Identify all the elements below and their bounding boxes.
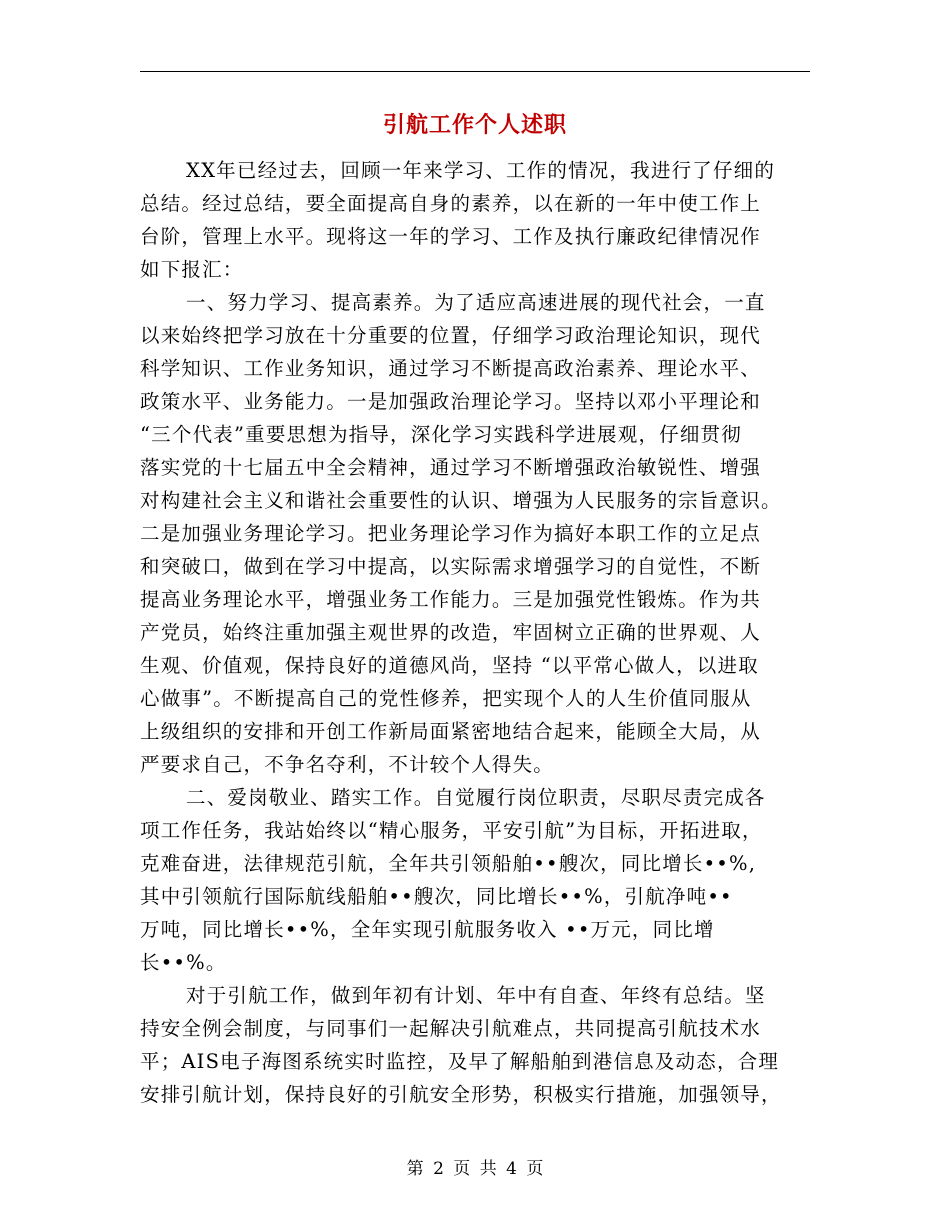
document-title: 引航工作个人述职: [382, 112, 567, 138]
paragraph-line: 以来始终把学习放在十分重要的位置，仔细学习政治理论知识，现代: [140, 324, 762, 347]
paragraph-line: 总结。经过总结，要全面提高自身的素养，以在新的一年中使工作上: [140, 192, 762, 215]
paragraph-line: 其中引领航行国际航线船舶••艘次，同比增长••%，引航净吨••: [140, 885, 733, 908]
header-rule: [140, 71, 810, 72]
paragraph-line: 持安全例会制度，与同事们一起解决引航难点，共同提高引航技术水: [140, 1017, 762, 1040]
paragraph-line: 落实党的十七届五中全会精神，通过学习不断增强政治敏锐性、增强: [140, 456, 762, 479]
paragraph-line: 心做事”。不断提高自己的党性修养，把实现个人的人生价值同服从: [140, 687, 752, 710]
paragraph-line: XX年已经过去，回顾一年来学习、工作的情况，我进行了仔细的: [186, 159, 776, 182]
paragraph-line: 生观、价值观，保持良好的道德风尚，坚持 “以平常心做人，以进取: [140, 654, 759, 677]
paragraph-line: 上级组织的安排和开创工作新局面紧密地结合起来，能顾全大局，从: [140, 720, 762, 743]
paragraph-line: 安排引航计划，保持良好的引航安全形势，积极实行措施，加强领导，: [140, 1083, 782, 1106]
paragraph-line: 提高业务理论水平，增强业务工作能力。三是加强党性锻炼。作为共: [140, 588, 762, 611]
paragraph-line: 平；AIS电子海图系统实时监控，及早了解船舶到港信息及动态，合理: [140, 1050, 780, 1073]
paragraph-line: 如下报汇：: [140, 258, 244, 281]
paragraph-line: 一、努力学习、提高素养。为了适应高速进展的现代社会，一直: [186, 291, 766, 314]
paragraph-line: “三个代表”重要思想为指导，深化学习实践科学进展观，仔细贯彻: [140, 423, 742, 446]
paragraph-line: 严要求自己，不争名夺利，不计较个人得失。: [140, 753, 555, 776]
page-number-footer: 第 2 页 共 4 页: [406, 1159, 544, 1179]
paragraph-line: 政策水平、业务能力。一是加强政治理论学习。坚持以邓小平理论和: [140, 390, 762, 413]
paragraph-line: 长••%。: [140, 951, 227, 974]
paragraph-line: 和突破口，做到在学习中提高，以实际需求增强学习的自觉性，不断: [140, 555, 762, 578]
paragraph-line: 万吨，同比增长••%，全年实现引航服务收入 ••万元，同比增: [140, 918, 715, 941]
paragraph-line: 台阶，管理上水平。现将这一年的学习、工作及执行廉政纪律情况作: [140, 225, 762, 248]
paragraph-line: 对于引航工作，做到年初有计划、年中有自查、年终有总结。坚: [186, 984, 766, 1007]
paragraph-line: 对构建社会主义和谐社会重要性的认识、增强为人民服务的宗旨意识。: [140, 489, 782, 512]
paragraph-line: 科学知识、工作业务知识，通过学习不断提高政治素养、理论水平、: [140, 357, 762, 380]
paragraph-line: 产党员，始终注重加强主观世界的改造，牢固树立正确的世界观、人: [140, 621, 762, 644]
paragraph-line: 项工作任务，我站始终以“精心服务，平安引航”为目标，开拓进取，: [140, 819, 763, 842]
paragraph-line: 克难奋进，法律规范引航，全年共引领船舶••艘次，同比增长••%,: [140, 852, 757, 875]
paragraph-line: 二、爱岗敬业、踏实工作。自觉履行岗位职责，尽职尽责完成各: [186, 786, 766, 809]
paragraph-line: 二是加强业务理论学习。把业务理论学习作为搞好本职工作的立足点: [140, 522, 762, 545]
